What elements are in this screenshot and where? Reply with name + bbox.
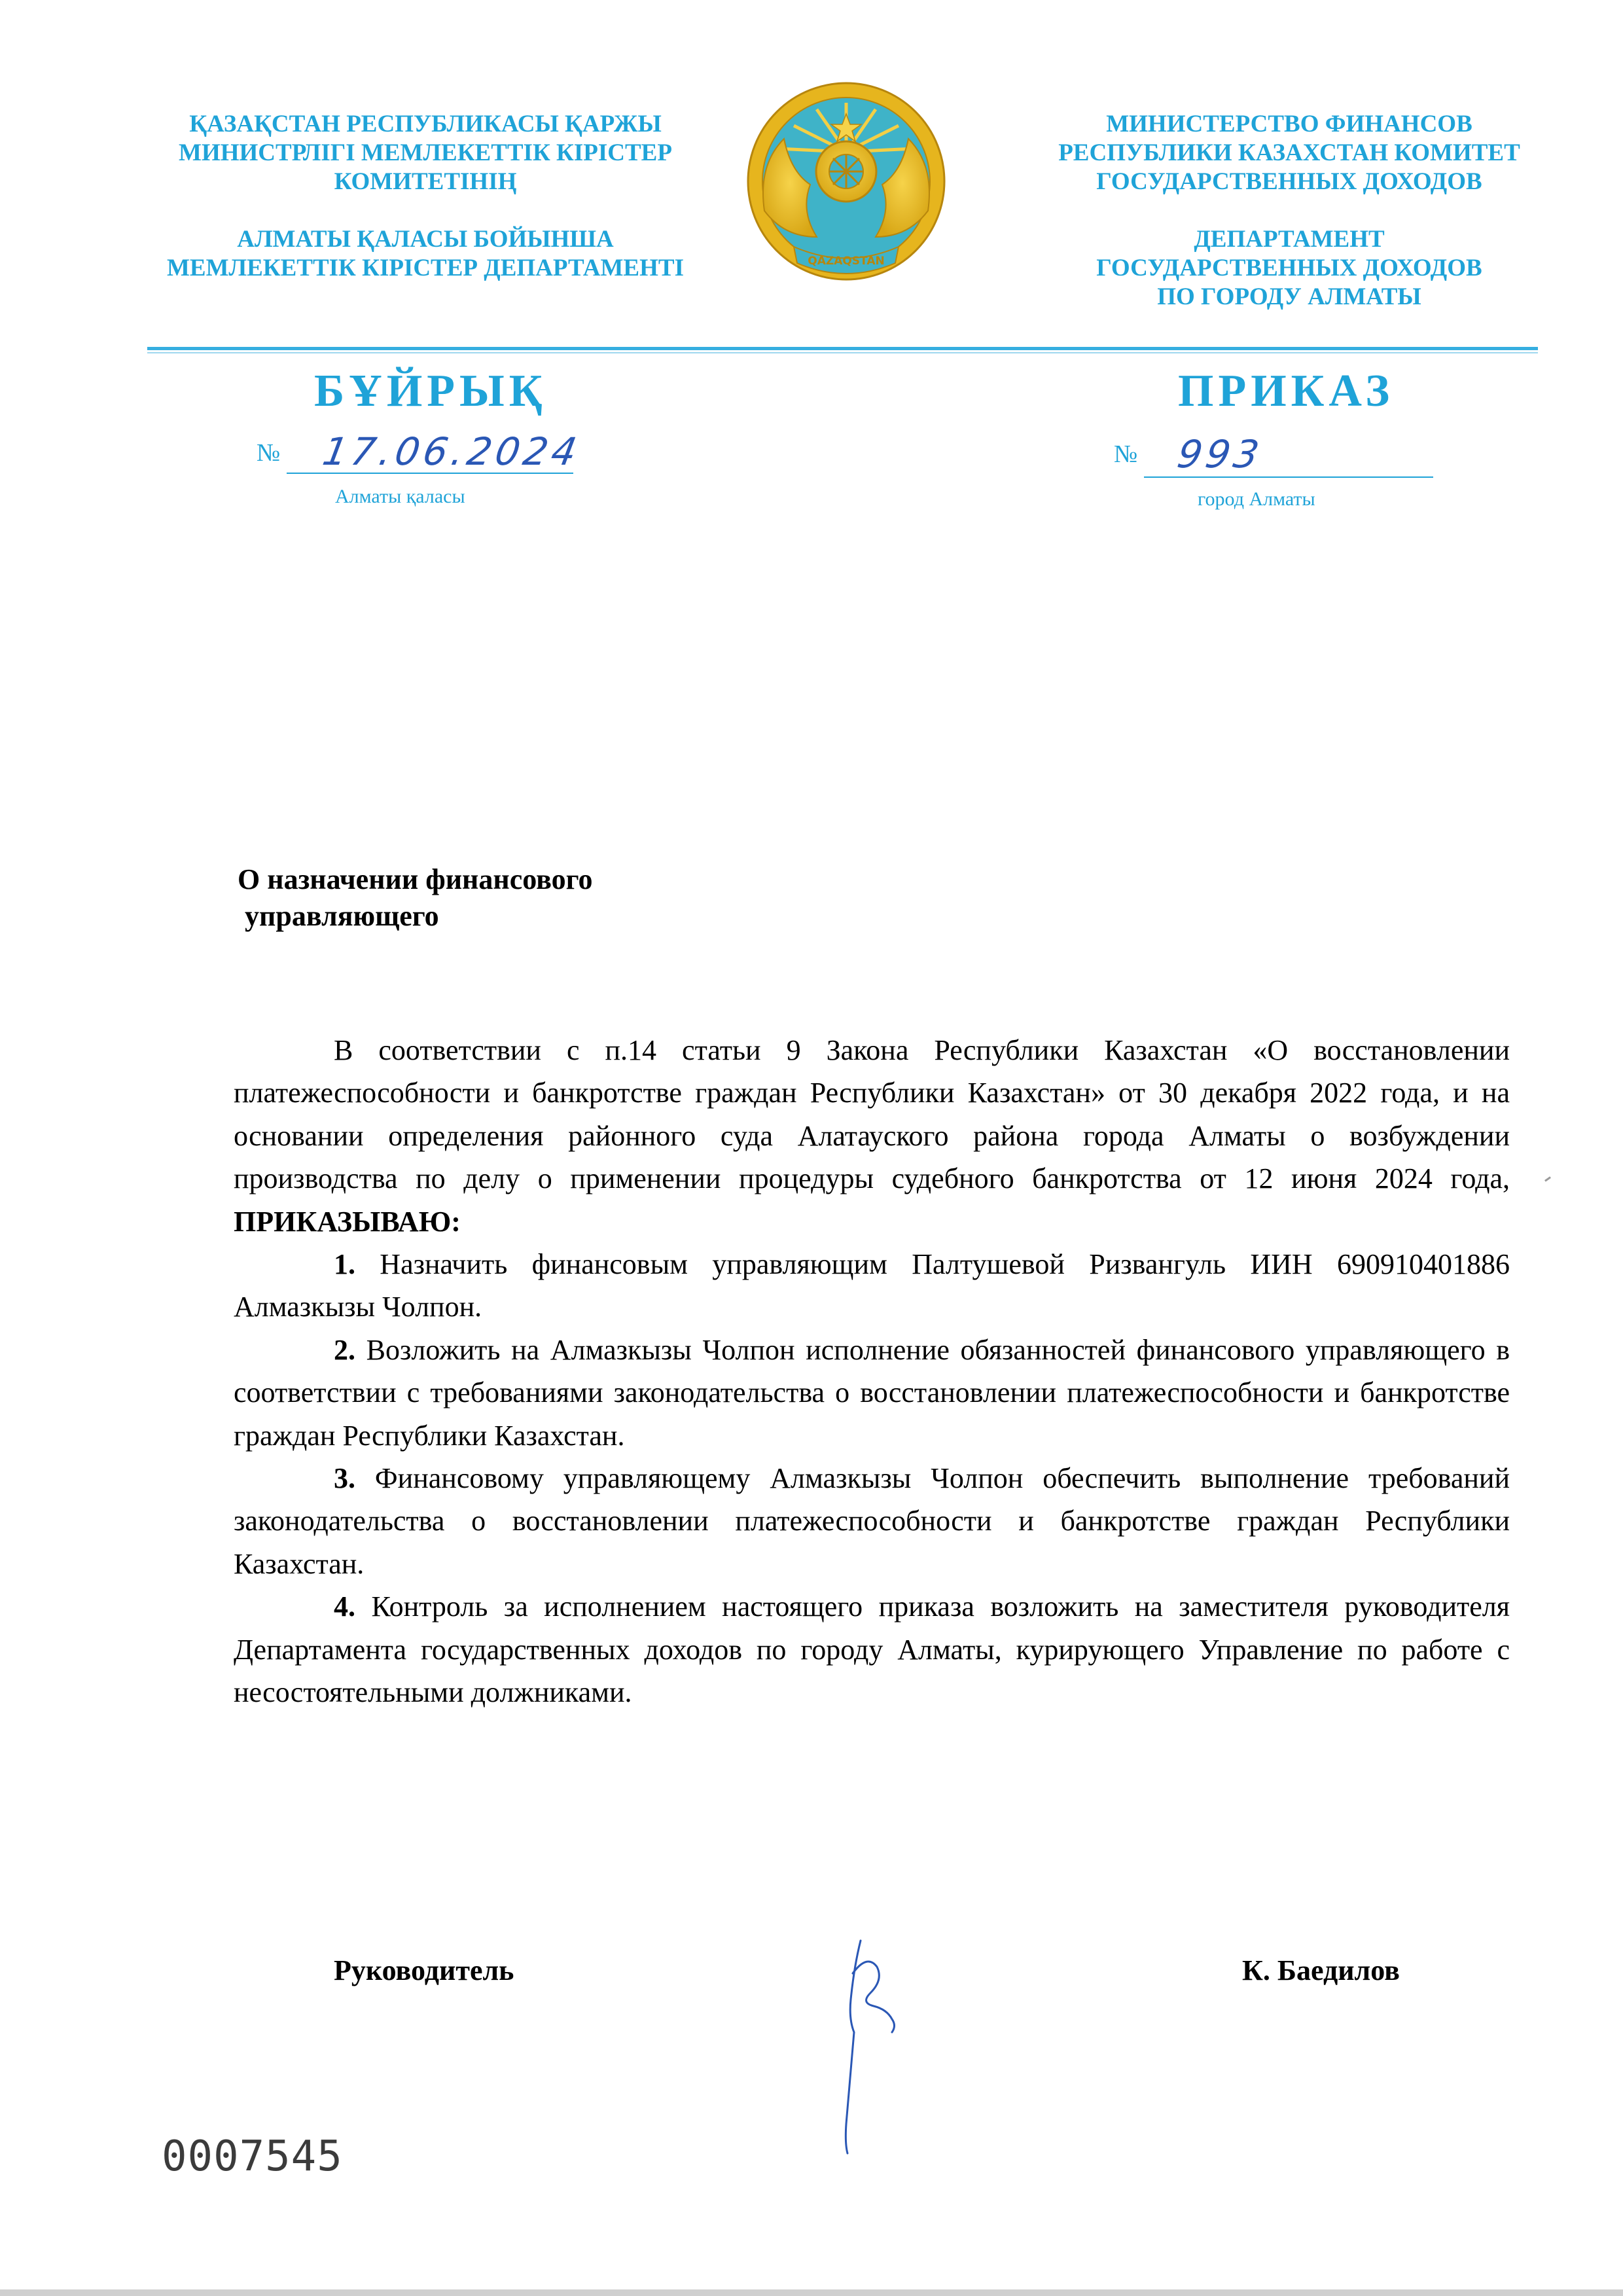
handwritten-order-number: 993 bbox=[1174, 432, 1266, 476]
serial-number: 0007545 bbox=[162, 2132, 343, 2181]
order-word-text: ПРИКАЗЫВАЮ: bbox=[234, 1205, 461, 1238]
city-ru: город Алматы bbox=[1198, 488, 1315, 510]
order-item bbox=[234, 1457, 1510, 1585]
order-item-text: Контроль за исполнением настоящего приказа возложить на заместителя руководителя Департамента государственных доходов по городу Алматы, курирующего Управление по работе с несостоятельными должниками. bbox=[234, 1590, 1510, 1709]
order-item bbox=[234, 1329, 1510, 1457]
header-ru-line: ПО ГОРОДУ АЛМАТЫ bbox=[1157, 283, 1421, 310]
order-item-number: 4. bbox=[334, 1590, 355, 1623]
city-kz: Алматы қаласы bbox=[335, 486, 465, 507]
order-title-kz: БҰЙРЫҚ bbox=[314, 366, 547, 416]
emblem-text: QAZAQSTAN bbox=[808, 255, 885, 268]
header-kz bbox=[131, 110, 720, 283]
order-item-number: 2. bbox=[334, 1333, 355, 1366]
order-item-number: 1. bbox=[334, 1248, 355, 1281]
order-item bbox=[234, 1585, 1510, 1713]
document-body bbox=[234, 1029, 1510, 1714]
handwritten-date: 17.06.2024 bbox=[319, 429, 584, 474]
signer-name: К. Баедилов bbox=[1242, 1954, 1400, 1986]
scan-speck bbox=[1544, 1176, 1551, 1181]
number-sign-kz: № bbox=[257, 439, 281, 467]
header-ru-line: ГОСУДАРСТВЕННЫХ ДОХОДОВ bbox=[1096, 168, 1482, 195]
order-item-text: Назначить финансовым управляющим Палтушевой Ризвангуль ИИН 690910401886 Алмазкызы Чолпон. bbox=[234, 1248, 1510, 1323]
order-item-number: 3. bbox=[334, 1462, 355, 1495]
header-ru-line: МИНИСТЕРСТВО ФИНАНСОВ bbox=[1106, 111, 1472, 137]
header-kz-line: ҚАЗАҚСТАН РЕСПУБЛИКАСЫ ҚАРЖЫ bbox=[189, 111, 662, 137]
document-subject bbox=[238, 861, 593, 935]
header-ru bbox=[995, 110, 1584, 312]
subject-line: управляющего bbox=[238, 900, 439, 932]
order-item-text: Финансовому управляющему Алмазкызы Чолпон обеспечить выполнение требований законодательства о восстановлении платежеспособности и банкротстве граждан Республики Казахстан. bbox=[234, 1462, 1510, 1580]
header-divider bbox=[147, 347, 1538, 350]
page-bottom-edge bbox=[0, 2289, 1623, 2296]
header-ru-line: ДЕПАРТАМЕНТ bbox=[1194, 226, 1385, 253]
header-divider-thin bbox=[147, 352, 1538, 353]
header-ru-line: РЕСПУБЛИКИ КАЗАХСТАН КОМИТЕТ bbox=[1058, 139, 1520, 166]
order-word bbox=[234, 1200, 1510, 1243]
header-kz-line: КОМИТЕТІНІҢ bbox=[334, 168, 517, 195]
number-sign-ru: № bbox=[1114, 440, 1138, 468]
state-emblem bbox=[738, 73, 954, 296]
order-title-ru: ПРИКАЗ bbox=[1178, 366, 1395, 416]
header-kz-line: МЕМЛЕКЕТТІК КІРІСТЕР ДЕПАРТАМЕНТІ bbox=[167, 255, 684, 281]
subject-line: О назначении финансового bbox=[238, 863, 593, 895]
order-item-text: Возложить на Алмазкызы Чолпон исполнение обязанностей финансового управляющего в соответствии с требованиями законодательства о восстановлении платежеспособности и банкротстве граждан Республики Казахстан. bbox=[234, 1333, 1510, 1452]
order-item bbox=[234, 1243, 1510, 1329]
handwritten-signature bbox=[815, 1928, 933, 2163]
header-kz-line: АЛМАТЫ ҚАЛАСЫ БОЙЫНША bbox=[237, 226, 614, 253]
header-ru-line: ГОСУДАРСТВЕННЫХ ДОХОДОВ bbox=[1096, 255, 1482, 281]
body-intro: В соответствии с п.14 статьи 9 Закона Республики Казахстан «О восстановлении платежеспособности и банкротстве граждан Республики Казахстан» от 30 декабря 2022 года, и на основании определения районного суда Алатауского района города Алматы о возбуждении производства по делу о применении процедуры судебного банкротства от 12 июня 2024 года, bbox=[234, 1034, 1510, 1195]
number-underline-ru bbox=[1144, 476, 1433, 478]
header-kz-line: МИНИСТРЛІГІ МЕМЛЕКЕТТІК КІРІСТЕР bbox=[179, 139, 672, 166]
signer-position: Руководитель bbox=[334, 1954, 514, 1986]
